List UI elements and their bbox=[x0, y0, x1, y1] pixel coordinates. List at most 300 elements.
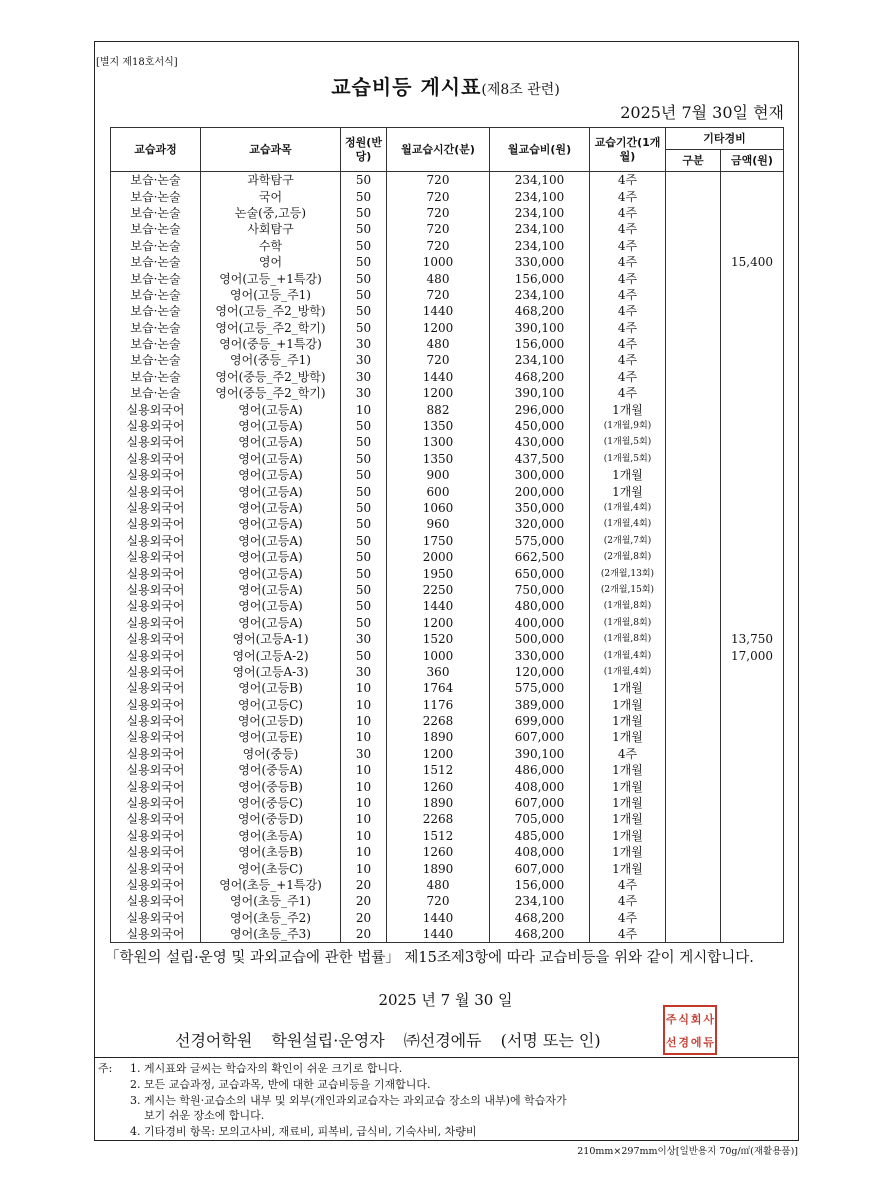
cell-other-amount bbox=[721, 270, 784, 286]
cell-subject: 영어(고등A) bbox=[201, 467, 341, 483]
cell-capacity: 10 bbox=[341, 811, 387, 827]
cell-capacity: 50 bbox=[341, 500, 387, 516]
table-row bbox=[111, 451, 784, 467]
table-row bbox=[111, 303, 784, 319]
cell-capacity: 50 bbox=[341, 287, 387, 303]
cell-subject: 영어(고등_+1특강) bbox=[201, 270, 341, 286]
cell-fee: 390,100 bbox=[490, 320, 590, 336]
cell-course: 실용외국어 bbox=[111, 811, 201, 827]
cell-capacity: 50 bbox=[341, 188, 387, 204]
cell-period: 1개월 bbox=[590, 844, 666, 860]
cell-course: 실용외국어 bbox=[111, 828, 201, 844]
cell-capacity: 10 bbox=[341, 860, 387, 876]
cell-minutes: 1260 bbox=[387, 844, 490, 860]
cell-fee: 500,000 bbox=[490, 631, 590, 647]
fee-table bbox=[110, 127, 784, 943]
cell-capacity: 50 bbox=[341, 615, 387, 631]
seal-glyph: 에 bbox=[690, 1035, 702, 1049]
cell-capacity: 30 bbox=[341, 631, 387, 647]
cell-subject: 영어(초등_주3) bbox=[201, 926, 341, 943]
cell-other-type bbox=[666, 303, 721, 319]
cell-other-amount bbox=[721, 844, 784, 860]
sign-note: (서명 또는 인) bbox=[500, 1031, 601, 1050]
cell-subject: 영어(고등A) bbox=[201, 533, 341, 549]
cell-course: 보습·논술 bbox=[111, 336, 201, 352]
cell-subject: 영어 bbox=[201, 254, 341, 270]
cell-course: 실용외국어 bbox=[111, 926, 201, 943]
cell-other-type bbox=[666, 664, 721, 680]
cell-minutes: 1440 bbox=[387, 598, 490, 614]
cell-fee: 120,000 bbox=[490, 664, 590, 680]
cell-subject: 국어 bbox=[201, 188, 341, 204]
cell-minutes: 1764 bbox=[387, 680, 490, 696]
cell-other-amount bbox=[721, 680, 784, 696]
cell-period: 1개월 bbox=[590, 680, 666, 696]
cell-minutes: 2268 bbox=[387, 713, 490, 729]
cell-course: 실용외국어 bbox=[111, 893, 201, 909]
cell-period: (1개월,4회) bbox=[590, 500, 666, 516]
cell-course: 실용외국어 bbox=[111, 418, 201, 434]
table-row bbox=[111, 434, 784, 450]
cell-minutes: 720 bbox=[387, 352, 490, 368]
cell-period: 4주 bbox=[590, 287, 666, 303]
cell-capacity: 50 bbox=[341, 582, 387, 598]
table-row bbox=[111, 877, 784, 893]
cell-other-amount bbox=[721, 565, 784, 581]
cell-course: 보습·논술 bbox=[111, 270, 201, 286]
note-item: 4. 기타경비 항목: 모의고사비, 재료비, 피복비, 급식비, 기숙사비, 차량비 bbox=[130, 1125, 477, 1139]
cell-other-type bbox=[666, 172, 721, 189]
cell-fee: 350,000 bbox=[490, 500, 590, 516]
cell-other-type bbox=[666, 680, 721, 696]
cell-fee: 234,100 bbox=[490, 172, 590, 189]
cell-period: (1개월,8회) bbox=[590, 598, 666, 614]
seal-glyph: 경 bbox=[678, 1035, 690, 1049]
cell-period: 4주 bbox=[590, 369, 666, 385]
cell-other-amount bbox=[721, 778, 784, 794]
cell-other-type bbox=[666, 811, 721, 827]
cell-fee: 430,000 bbox=[490, 434, 590, 450]
cell-subject: 영어(고등A) bbox=[201, 483, 341, 499]
cell-course: 실용외국어 bbox=[111, 778, 201, 794]
notes-divider bbox=[94, 1057, 799, 1058]
cell-other-amount bbox=[721, 238, 784, 254]
cell-capacity: 50 bbox=[341, 270, 387, 286]
seal-glyph: 회 bbox=[690, 1012, 702, 1026]
cell-minutes: 1440 bbox=[387, 369, 490, 385]
cell-subject: 영어(고등B) bbox=[201, 680, 341, 696]
cell-capacity: 30 bbox=[341, 746, 387, 762]
cell-fee: 330,000 bbox=[490, 647, 590, 663]
cell-course: 보습·논술 bbox=[111, 254, 201, 270]
title-subtitle: (제8조 관련) bbox=[481, 82, 560, 98]
cell-other-amount bbox=[721, 451, 784, 467]
cell-capacity: 30 bbox=[341, 352, 387, 368]
cell-period: 4주 bbox=[590, 910, 666, 926]
cell-period: 4주 bbox=[590, 336, 666, 352]
cell-period: 4주 bbox=[590, 926, 666, 943]
cell-other-type bbox=[666, 287, 721, 303]
cell-minutes: 600 bbox=[387, 483, 490, 499]
cell-course: 실용외국어 bbox=[111, 631, 201, 647]
cell-subject: 영어(고등C) bbox=[201, 697, 341, 713]
cell-other-type bbox=[666, 762, 721, 778]
cell-course: 실용외국어 bbox=[111, 910, 201, 926]
table-row bbox=[111, 172, 784, 189]
cell-other-type bbox=[666, 336, 721, 352]
cell-period: 4주 bbox=[590, 320, 666, 336]
cell-minutes: 720 bbox=[387, 221, 490, 237]
cell-fee: 330,000 bbox=[490, 254, 590, 270]
cell-other-amount bbox=[721, 221, 784, 237]
cell-period: 1개월 bbox=[590, 467, 666, 483]
cell-other-amount bbox=[721, 418, 784, 434]
cell-other-amount bbox=[721, 500, 784, 516]
cell-course: 보습·논술 bbox=[111, 352, 201, 368]
cell-capacity: 50 bbox=[341, 434, 387, 450]
cell-course: 실용외국어 bbox=[111, 844, 201, 860]
table-row bbox=[111, 369, 784, 385]
cell-other-amount bbox=[721, 811, 784, 827]
cell-other-type bbox=[666, 467, 721, 483]
cell-other-amount bbox=[721, 795, 784, 811]
signer-line bbox=[175, 1028, 615, 1051]
cell-fee: 390,100 bbox=[490, 385, 590, 401]
cell-minutes: 720 bbox=[387, 188, 490, 204]
seal-glyph: 주 bbox=[665, 1012, 677, 1026]
cell-subject: 영어(중등B) bbox=[201, 778, 341, 794]
cell-minutes: 1350 bbox=[387, 451, 490, 467]
table-row bbox=[111, 385, 784, 401]
cell-course: 실용외국어 bbox=[111, 729, 201, 745]
cell-capacity: 10 bbox=[341, 713, 387, 729]
cell-subject: 영어(초등C) bbox=[201, 860, 341, 876]
cell-fee: 575,000 bbox=[490, 533, 590, 549]
cell-subject: 영어(고등_주1) bbox=[201, 287, 341, 303]
cell-capacity: 20 bbox=[341, 893, 387, 909]
cell-other-amount bbox=[721, 664, 784, 680]
header-course: 교습과정 bbox=[111, 128, 201, 172]
cell-period: 4주 bbox=[590, 172, 666, 189]
cell-other-type bbox=[666, 270, 721, 286]
table-row bbox=[111, 664, 784, 680]
cell-fee: 234,100 bbox=[490, 221, 590, 237]
cell-period: (1개월,4회) bbox=[590, 647, 666, 663]
cell-capacity: 10 bbox=[341, 401, 387, 417]
paper-spec: 210mm×297mm이상[일반용지 70g/㎡(재활용품)] bbox=[577, 1146, 798, 1157]
table-row bbox=[111, 533, 784, 549]
cell-minutes: 900 bbox=[387, 467, 490, 483]
cell-period: 4주 bbox=[590, 746, 666, 762]
seal-glyph: 식 bbox=[678, 1012, 690, 1026]
cell-fee: 234,100 bbox=[490, 287, 590, 303]
cell-fee: 234,100 bbox=[490, 238, 590, 254]
cell-period: (1개월,9회) bbox=[590, 418, 666, 434]
cell-other-amount bbox=[721, 877, 784, 893]
cell-other-type bbox=[666, 713, 721, 729]
cell-fee: 468,200 bbox=[490, 910, 590, 926]
cell-other-type bbox=[666, 631, 721, 647]
header-other-amount: 금액(원) bbox=[721, 150, 784, 172]
cell-fee: 750,000 bbox=[490, 582, 590, 598]
cell-fee: 468,200 bbox=[490, 303, 590, 319]
cell-course: 실용외국어 bbox=[111, 860, 201, 876]
cell-subject: 수학 bbox=[201, 238, 341, 254]
cell-other-type bbox=[666, 320, 721, 336]
academy-name: 선경어학원 bbox=[175, 1031, 253, 1050]
cell-minutes: 1890 bbox=[387, 860, 490, 876]
table-row bbox=[111, 549, 784, 565]
fee-table-body bbox=[111, 172, 784, 943]
cell-course: 보습·논술 bbox=[111, 238, 201, 254]
cell-fee: 389,000 bbox=[490, 697, 590, 713]
cell-course: 실용외국어 bbox=[111, 680, 201, 696]
header-hours: 월교습시간(분) bbox=[387, 128, 490, 172]
cell-other-type bbox=[666, 828, 721, 844]
cell-capacity: 50 bbox=[341, 303, 387, 319]
cell-capacity: 50 bbox=[341, 254, 387, 270]
cell-subject: 영어(고등A) bbox=[201, 598, 341, 614]
cell-other-type bbox=[666, 565, 721, 581]
cell-minutes: 360 bbox=[387, 664, 490, 680]
cell-other-amount bbox=[721, 287, 784, 303]
cell-minutes: 1300 bbox=[387, 434, 490, 450]
cell-other-type bbox=[666, 598, 721, 614]
cell-other-type bbox=[666, 533, 721, 549]
cell-course: 보습·논술 bbox=[111, 385, 201, 401]
note-item: 2. 모든 교습과정, 교습과목, 반에 대한 교습비등을 기재합니다. bbox=[130, 1077, 431, 1091]
cell-fee: 607,000 bbox=[490, 729, 590, 745]
cell-period: (1개월,4회) bbox=[590, 664, 666, 680]
cell-minutes: 1350 bbox=[387, 418, 490, 434]
cell-fee: 575,000 bbox=[490, 680, 590, 696]
cell-course: 실용외국어 bbox=[111, 647, 201, 663]
header-subject: 교습과목 bbox=[201, 128, 341, 172]
cell-course: 실용외국어 bbox=[111, 451, 201, 467]
cell-fee: 156,000 bbox=[490, 270, 590, 286]
cell-period: (2개월,8회) bbox=[590, 549, 666, 565]
cell-minutes: 480 bbox=[387, 877, 490, 893]
note-item: 1. 게시표와 글씨는 학습자의 확인이 쉬운 크기로 합니다. bbox=[130, 1062, 403, 1075]
cell-other-amount bbox=[721, 697, 784, 713]
cell-subject: 영어(고등A) bbox=[201, 582, 341, 598]
table-row bbox=[111, 778, 784, 794]
cell-capacity: 50 bbox=[341, 172, 387, 189]
cell-other-amount bbox=[721, 828, 784, 844]
cell-course: 보습·논술 bbox=[111, 205, 201, 221]
as-of-date: 2025년 7월 30일 현재 bbox=[620, 103, 784, 122]
table-row bbox=[111, 582, 784, 598]
table-row bbox=[111, 926, 784, 943]
cell-capacity: 50 bbox=[341, 598, 387, 614]
table-row bbox=[111, 729, 784, 745]
cell-subject: 영어(고등A) bbox=[201, 565, 341, 581]
cell-fee: 480,000 bbox=[490, 598, 590, 614]
cell-period: 1개월 bbox=[590, 697, 666, 713]
cell-fee: 234,100 bbox=[490, 188, 590, 204]
cell-capacity: 10 bbox=[341, 697, 387, 713]
cell-subject: 과학탐구 bbox=[201, 172, 341, 189]
cell-course: 실용외국어 bbox=[111, 762, 201, 778]
header-fee: 월교습비(원) bbox=[490, 128, 590, 172]
cell-capacity: 50 bbox=[341, 549, 387, 565]
cell-period: 4주 bbox=[590, 385, 666, 401]
cell-fee: 705,000 bbox=[490, 811, 590, 827]
table-row bbox=[111, 615, 784, 631]
cell-other-amount bbox=[721, 467, 784, 483]
cell-other-amount bbox=[721, 549, 784, 565]
cell-course: 실용외국어 bbox=[111, 598, 201, 614]
header-period: 교습기간(1개월) bbox=[590, 128, 666, 172]
cell-period: 1개월 bbox=[590, 762, 666, 778]
cell-fee: 662,500 bbox=[490, 549, 590, 565]
cell-other-amount bbox=[721, 369, 784, 385]
cell-subject: 영어(고등A) bbox=[201, 615, 341, 631]
cell-period: (1개월,5회) bbox=[590, 451, 666, 467]
table-row bbox=[111, 762, 784, 778]
cell-subject: 영어(고등A-2) bbox=[201, 647, 341, 663]
cell-course: 실용외국어 bbox=[111, 483, 201, 499]
cell-subject: 사회탐구 bbox=[201, 221, 341, 237]
cell-capacity: 20 bbox=[341, 877, 387, 893]
cell-other-type bbox=[666, 385, 721, 401]
cell-subject: 영어(고등A) bbox=[201, 549, 341, 565]
cell-course: 보습·논술 bbox=[111, 188, 201, 204]
cell-other-type bbox=[666, 188, 721, 204]
header-other-expenses: 기타경비 bbox=[666, 128, 784, 150]
note-item bbox=[130, 1093, 780, 1125]
cell-capacity: 30 bbox=[341, 336, 387, 352]
cell-other-type bbox=[666, 647, 721, 663]
cell-minutes: 1950 bbox=[387, 565, 490, 581]
cell-fee: 296,000 bbox=[490, 401, 590, 417]
cell-minutes: 2250 bbox=[387, 582, 490, 598]
cell-other-amount bbox=[721, 172, 784, 189]
cell-other-type bbox=[666, 451, 721, 467]
cell-other-type bbox=[666, 483, 721, 499]
cell-subject: 영어(초등_주1) bbox=[201, 893, 341, 909]
cell-course: 실용외국어 bbox=[111, 615, 201, 631]
cell-minutes: 1890 bbox=[387, 729, 490, 745]
legal-statement: 「학원의 설립·운영 및 과외교습에 관한 법률」 제15조제3항에 따라 교습비등을 위와 같이 게시합니다. bbox=[105, 950, 754, 966]
table-row bbox=[111, 811, 784, 827]
cell-subject: 영어(고등A) bbox=[201, 418, 341, 434]
cell-capacity: 50 bbox=[341, 451, 387, 467]
cell-subject: 영어(중등) bbox=[201, 746, 341, 762]
cell-minutes: 2268 bbox=[387, 811, 490, 827]
cell-subject: 영어(중등C) bbox=[201, 795, 341, 811]
cell-other-amount bbox=[721, 385, 784, 401]
cell-period: 1개월 bbox=[590, 483, 666, 499]
signer-role: 학원설립·운영자 bbox=[271, 1031, 385, 1050]
cell-period: 4주 bbox=[590, 254, 666, 270]
cell-subject: 영어(고등D) bbox=[201, 713, 341, 729]
cell-other-type bbox=[666, 221, 721, 237]
cell-capacity: 10 bbox=[341, 729, 387, 745]
cell-capacity: 50 bbox=[341, 533, 387, 549]
cell-minutes: 720 bbox=[387, 287, 490, 303]
cell-minutes: 1200 bbox=[387, 385, 490, 401]
cell-fee: 607,000 bbox=[490, 795, 590, 811]
table-row bbox=[111, 352, 784, 368]
company-seal-stamp bbox=[663, 1005, 717, 1055]
cell-capacity: 30 bbox=[341, 664, 387, 680]
cell-other-amount bbox=[721, 729, 784, 745]
cell-period: 1개월 bbox=[590, 795, 666, 811]
cell-minutes: 1512 bbox=[387, 828, 490, 844]
cell-subject: 영어(고등_주2_방학) bbox=[201, 303, 341, 319]
seal-glyph: 사 bbox=[703, 1012, 715, 1026]
table-row bbox=[111, 467, 784, 483]
cell-subject: 영어(중등_주2_방학) bbox=[201, 369, 341, 385]
cell-other-amount bbox=[721, 401, 784, 417]
cell-minutes: 480 bbox=[387, 336, 490, 352]
cell-course: 실용외국어 bbox=[111, 434, 201, 450]
cell-subject: 영어(고등A) bbox=[201, 516, 341, 532]
cell-period: 1개월 bbox=[590, 713, 666, 729]
cell-other-amount bbox=[721, 893, 784, 909]
cell-minutes: 1890 bbox=[387, 795, 490, 811]
cell-fee: 699,000 bbox=[490, 713, 590, 729]
cell-other-amount bbox=[721, 188, 784, 204]
cell-period: 4주 bbox=[590, 877, 666, 893]
cell-other-type bbox=[666, 729, 721, 745]
cell-fee: 486,000 bbox=[490, 762, 590, 778]
cell-capacity: 50 bbox=[341, 467, 387, 483]
cell-other-amount bbox=[721, 303, 784, 319]
cell-fee: 437,500 bbox=[490, 451, 590, 467]
cell-other-type bbox=[666, 254, 721, 270]
cell-course: 실용외국어 bbox=[111, 582, 201, 598]
cell-subject: 영어(초등B) bbox=[201, 844, 341, 860]
cell-fee: 485,000 bbox=[490, 828, 590, 844]
cell-other-type bbox=[666, 877, 721, 893]
cell-course: 보습·논술 bbox=[111, 303, 201, 319]
cell-minutes: 1520 bbox=[387, 631, 490, 647]
cell-other-type bbox=[666, 778, 721, 794]
cell-other-amount bbox=[721, 860, 784, 876]
cell-minutes: 1200 bbox=[387, 746, 490, 762]
cell-other-type bbox=[666, 500, 721, 516]
cell-other-amount bbox=[721, 533, 784, 549]
cell-subject: 영어(중등_주1) bbox=[201, 352, 341, 368]
cell-other-amount: 15,400 bbox=[721, 254, 784, 270]
cell-other-amount: 13,750 bbox=[721, 631, 784, 647]
cell-other-amount bbox=[721, 205, 784, 221]
cell-minutes: 1200 bbox=[387, 615, 490, 631]
cell-course: 보습·논술 bbox=[111, 320, 201, 336]
table-row bbox=[111, 893, 784, 909]
cell-subject: 영어(고등A) bbox=[201, 451, 341, 467]
cell-subject: 영어(고등A) bbox=[201, 500, 341, 516]
cell-other-amount bbox=[721, 713, 784, 729]
cell-subject: 영어(중등D) bbox=[201, 811, 341, 827]
cell-minutes: 720 bbox=[387, 172, 490, 189]
cell-period: (1개월,8회) bbox=[590, 631, 666, 647]
cell-subject: 영어(고등_주2_학기) bbox=[201, 320, 341, 336]
cell-subject: 논술(중,고등) bbox=[201, 205, 341, 221]
cell-course: 실용외국어 bbox=[111, 877, 201, 893]
cell-subject: 영어(중등_+1특강) bbox=[201, 336, 341, 352]
cell-fee: 156,000 bbox=[490, 877, 590, 893]
cell-other-amount bbox=[721, 746, 784, 762]
cell-period: 4주 bbox=[590, 221, 666, 237]
cell-fee: 234,100 bbox=[490, 352, 590, 368]
cell-other-type bbox=[666, 844, 721, 860]
note-text: 3. 게시는 학원·교습소의 내부 및 외부(개인과외교습자는 과외교습 장소의 내부)에 학습자가 bbox=[130, 1093, 567, 1107]
cell-fee: 234,100 bbox=[490, 893, 590, 909]
cell-period: 4주 bbox=[590, 188, 666, 204]
